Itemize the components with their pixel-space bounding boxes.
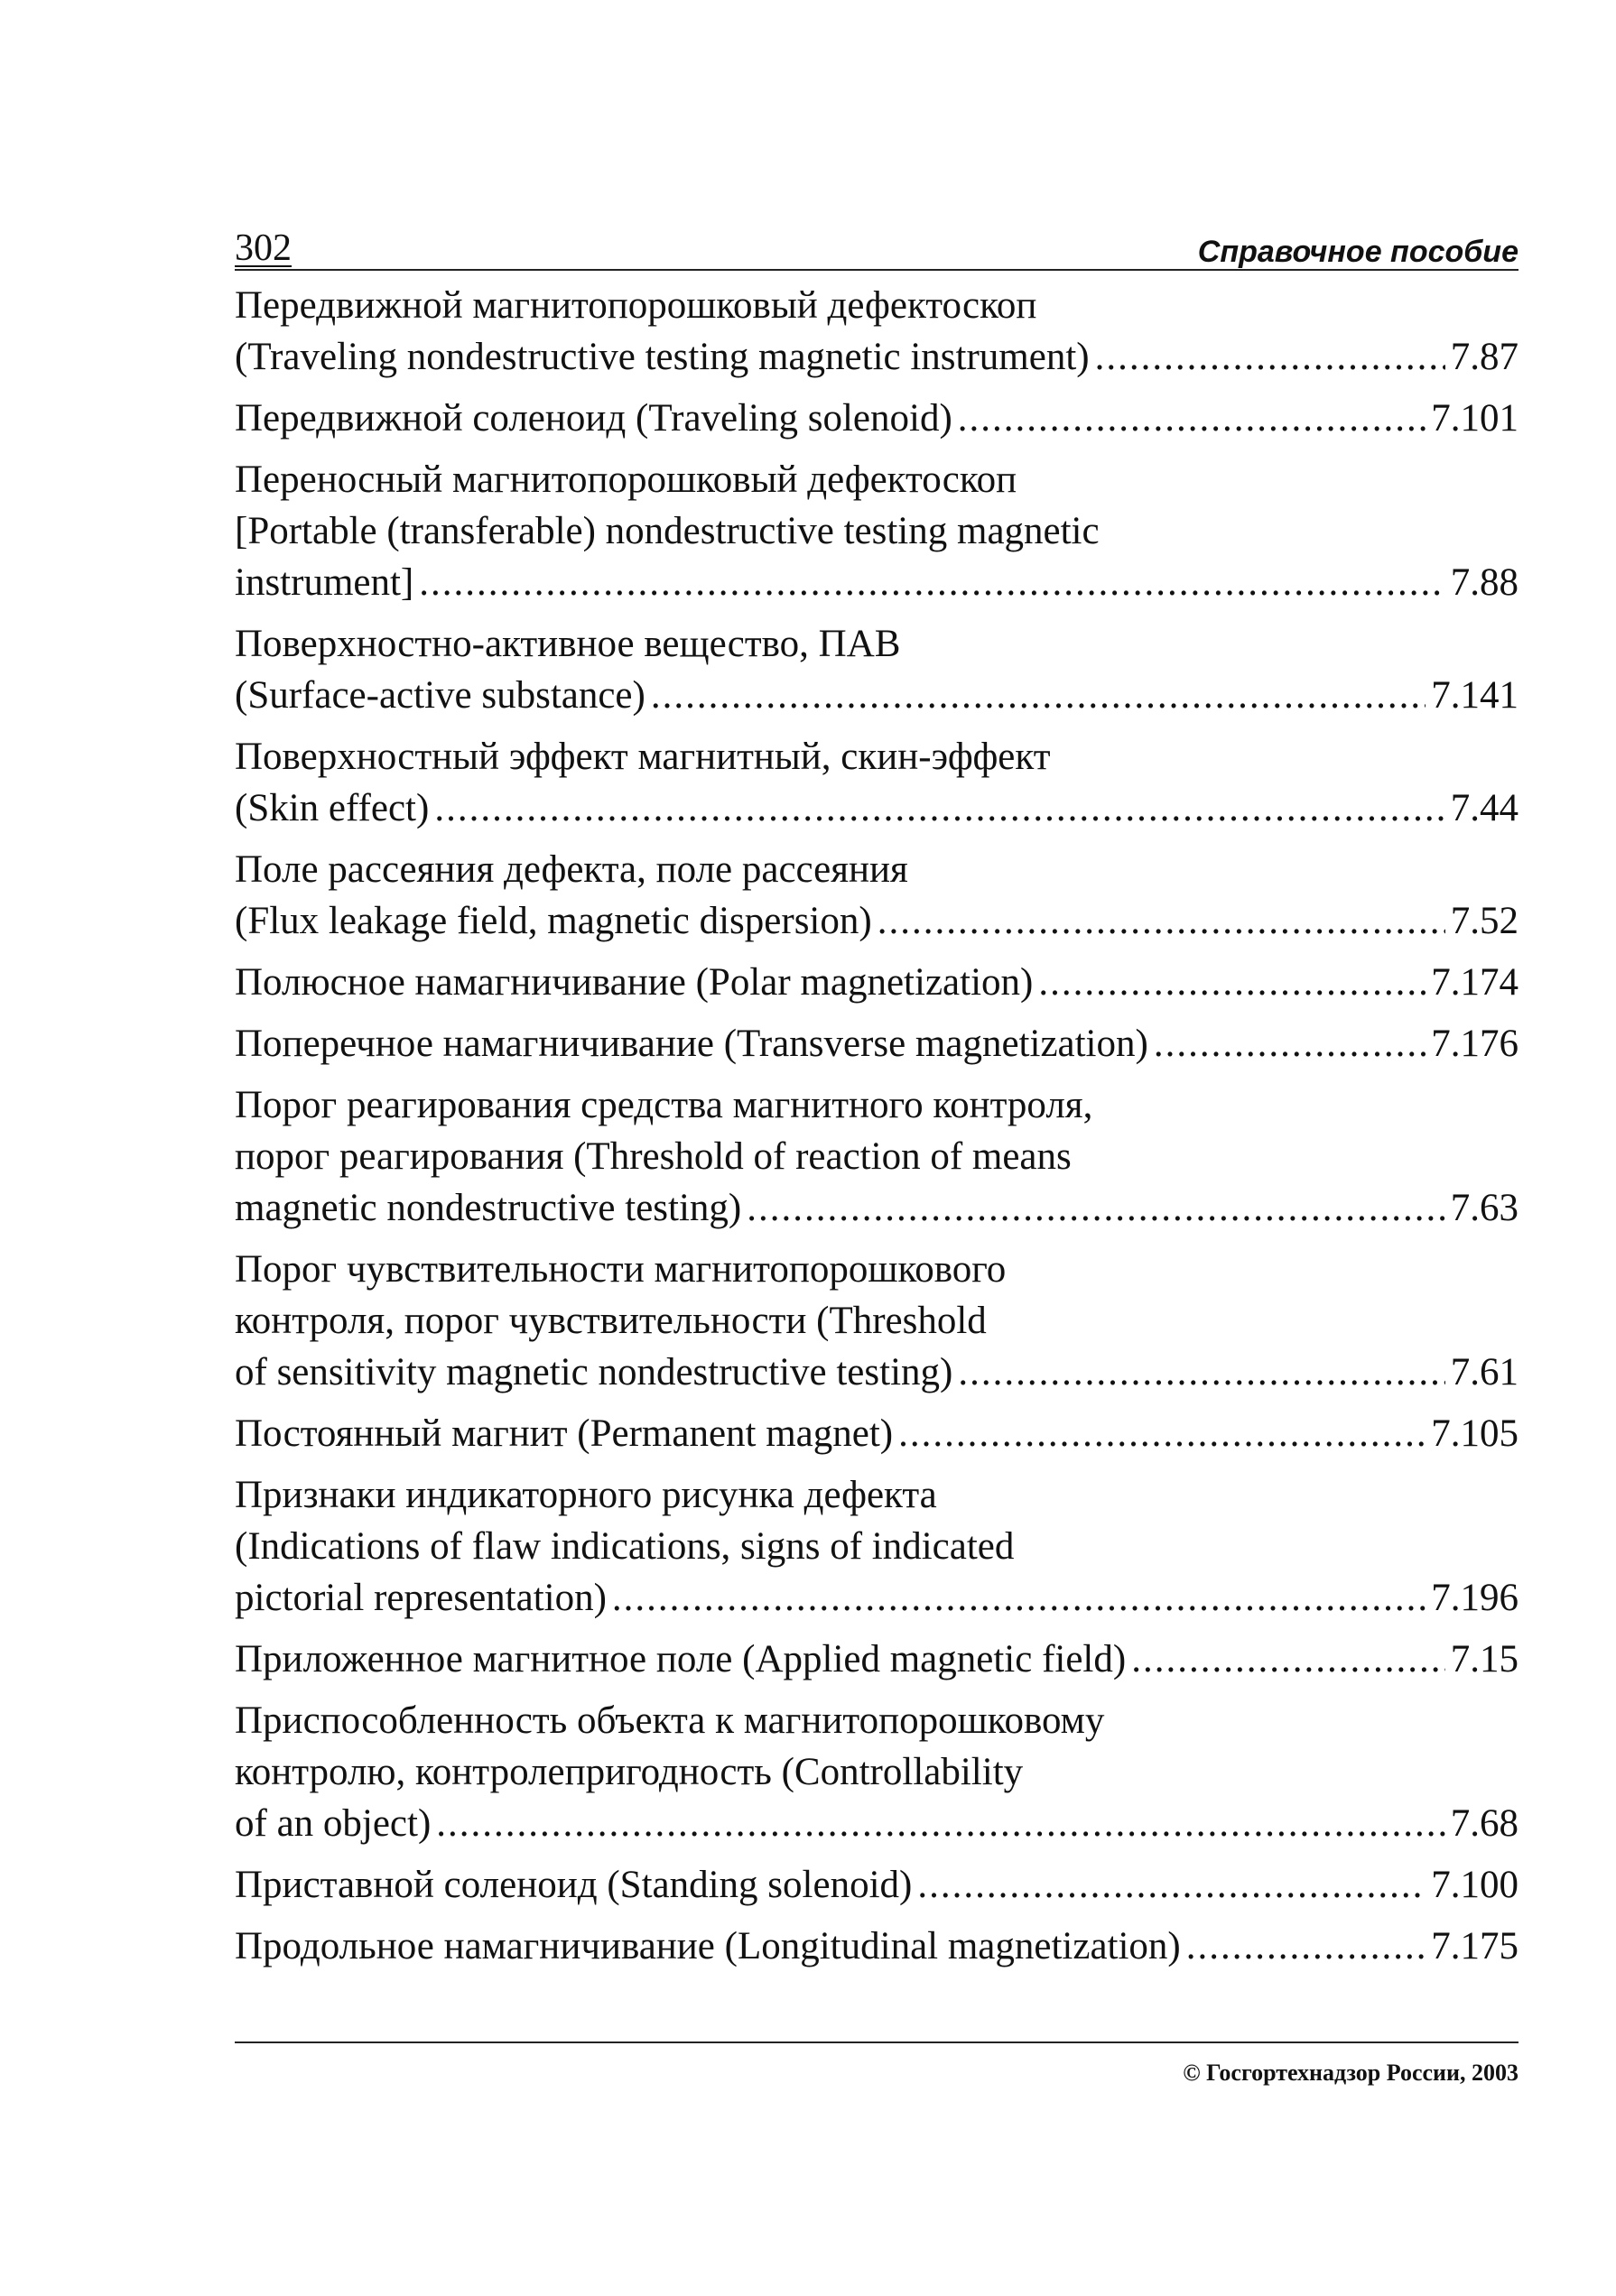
entry-text-line: Передвижной магнитопорошковый дефектоскоп (235, 284, 1037, 327)
index-entry (235, 454, 1518, 608)
entry-text-line: Признаки индикаторного рисунка дефекта (235, 1474, 937, 1516)
entry-reference: 7.101 (1431, 397, 1518, 440)
entry-text-line: (Surface-active substance) (235, 674, 645, 717)
entry-reference: 7.68 (1450, 1802, 1518, 1845)
entry-text-line: Приставной соленоид (Standing solenoid) (235, 1864, 913, 1906)
index-entry (235, 1079, 1518, 1234)
entry-text-line: Переносный магнитопорошковый дефектоскоп (235, 458, 1017, 501)
dot-leader (651, 670, 1426, 721)
index-entry (235, 957, 1518, 1008)
dot-leader (1154, 1018, 1426, 1069)
dot-leader (436, 1798, 1444, 1849)
entry-text-line: (Flux leakage field, magnetic dispersion) (235, 900, 872, 942)
entry-text-line: (Indications of flaw indications, signs of indicated (235, 1525, 1015, 1568)
entry-text-line: of an object) (235, 1802, 432, 1845)
entry-last-line (235, 1018, 1518, 1069)
dot-leader (1038, 957, 1426, 1008)
page-header (235, 215, 1518, 271)
entry-reference: 7.15 (1450, 1638, 1518, 1680)
entry-reference: 7.105 (1431, 1412, 1518, 1455)
index-entry (235, 1695, 1518, 1849)
dot-leader (747, 1182, 1445, 1234)
entry-reference: 7.196 (1431, 1577, 1518, 1619)
entry-last-line (235, 1572, 1518, 1624)
entry-text-line: Передвижной соленоид (Traveling solenoid) (235, 397, 952, 440)
dot-leader (1131, 1634, 1445, 1685)
entry-last-line (235, 331, 1518, 383)
index-entries (235, 280, 1518, 1972)
entry-text-line: instrument] (235, 561, 414, 604)
page-footer (235, 2041, 1518, 2087)
dot-leader (434, 782, 1444, 834)
entry-reference: 7.176 (1431, 1023, 1518, 1065)
entry-text-line: of sensitivity magnetic nondestructive testing) (235, 1351, 953, 1393)
entry-text-line: Порог чувствительности магнитопорошкового (235, 1248, 1007, 1291)
dot-leader (1095, 331, 1445, 383)
entry-text-line: Приложенное магнитное поле (Applied magnetic field) (235, 1638, 1127, 1680)
entry-text-line: Полюсное намагничивание (Polar magnetization) (235, 961, 1034, 1004)
entry-text-line: (Traveling nondestructive testing magnetic instrument) (235, 336, 1090, 378)
entry-text-line: Порог реагирования средства магнитного контроля, (235, 1084, 1093, 1126)
entry-reference: 7.100 (1431, 1864, 1518, 1906)
index-entry (235, 1244, 1518, 1398)
entry-text-line: Постоянный магнит (Permanent magnet) (235, 1412, 894, 1455)
entry-last-line (235, 670, 1518, 721)
index-entry (235, 731, 1518, 834)
index-entry (235, 280, 1518, 383)
entry-reference: 7.141 (1431, 674, 1518, 717)
dot-leader (917, 1859, 1426, 1911)
entry-last-line (235, 895, 1518, 947)
dot-leader (612, 1572, 1426, 1624)
index-entry (235, 1921, 1518, 1972)
entry-text-line: контроля, порог чувствительности (Threshold (235, 1300, 987, 1342)
entry-reference: 7.44 (1450, 787, 1518, 829)
index-entry (235, 844, 1518, 947)
entry-text-line: (Skin effect) (235, 787, 430, 829)
entry-last-line (235, 1634, 1518, 1685)
entry-last-line (235, 1859, 1518, 1911)
index-entry (235, 1634, 1518, 1685)
entry-text-line: Продольное намагничивание (Longitudinal magnetization) (235, 1925, 1181, 1967)
entry-text-line: Поверхностно-активное вещество, ПАВ (235, 623, 901, 665)
entry-text-line: pictorial representation) (235, 1577, 607, 1619)
index-entry (235, 1408, 1518, 1459)
entry-reference: 7.174 (1431, 961, 1518, 1004)
entry-text-line: Поперечное намагничивание (Transverse magnetization) (235, 1023, 1148, 1065)
dot-leader (1186, 1921, 1426, 1972)
dot-leader (419, 557, 1445, 608)
page-number: 302 (235, 227, 292, 269)
entry-text-line: контролю, контролепригодность (Controllability (235, 1751, 1024, 1793)
entry-text-line: [Portable (transferable) nondestructive testing magnetic (235, 510, 1100, 552)
entry-last-line (235, 393, 1518, 444)
entry-text-line: порог реагирования (Threshold of reaction of means (235, 1135, 1072, 1178)
index-entry (235, 1018, 1518, 1069)
entry-text-line: Поверхностный эффект магнитный, скин-эффект (235, 736, 1051, 778)
dot-leader (898, 1408, 1426, 1459)
index-entry (235, 618, 1518, 721)
entry-reference: 7.88 (1450, 561, 1518, 604)
entry-last-line (235, 957, 1518, 1008)
entry-last-line (235, 1798, 1518, 1849)
entry-reference: 7.63 (1450, 1187, 1518, 1229)
entry-reference: 7.87 (1450, 336, 1518, 378)
entry-last-line (235, 1182, 1518, 1234)
entry-reference: 7.61 (1450, 1351, 1518, 1393)
dot-leader (878, 895, 1445, 947)
dot-leader (958, 393, 1426, 444)
entry-last-line (235, 1408, 1518, 1459)
running-head: Справочное пособие (1197, 235, 1518, 269)
index-entry (235, 393, 1518, 444)
document-page (235, 215, 1518, 1982)
index-entry (235, 1469, 1518, 1624)
entry-text-line: magnetic nondestructive testing) (235, 1187, 742, 1229)
entry-text-line: Приспособленность объекта к магнитопорошковому (235, 1699, 1105, 1742)
entry-last-line (235, 1347, 1518, 1398)
entry-last-line (235, 557, 1518, 608)
entry-text-line: Поле рассеяния дефекта, поле рассеяния (235, 848, 908, 891)
entry-last-line (235, 782, 1518, 834)
entry-reference: 7.175 (1431, 1925, 1518, 1967)
entry-last-line (235, 1921, 1518, 1972)
copyright-notice: © Госгортехнадзор России, 2003 (1183, 2060, 1518, 2086)
dot-leader (958, 1347, 1444, 1398)
index-entry (235, 1859, 1518, 1911)
entry-reference: 7.52 (1450, 900, 1518, 942)
